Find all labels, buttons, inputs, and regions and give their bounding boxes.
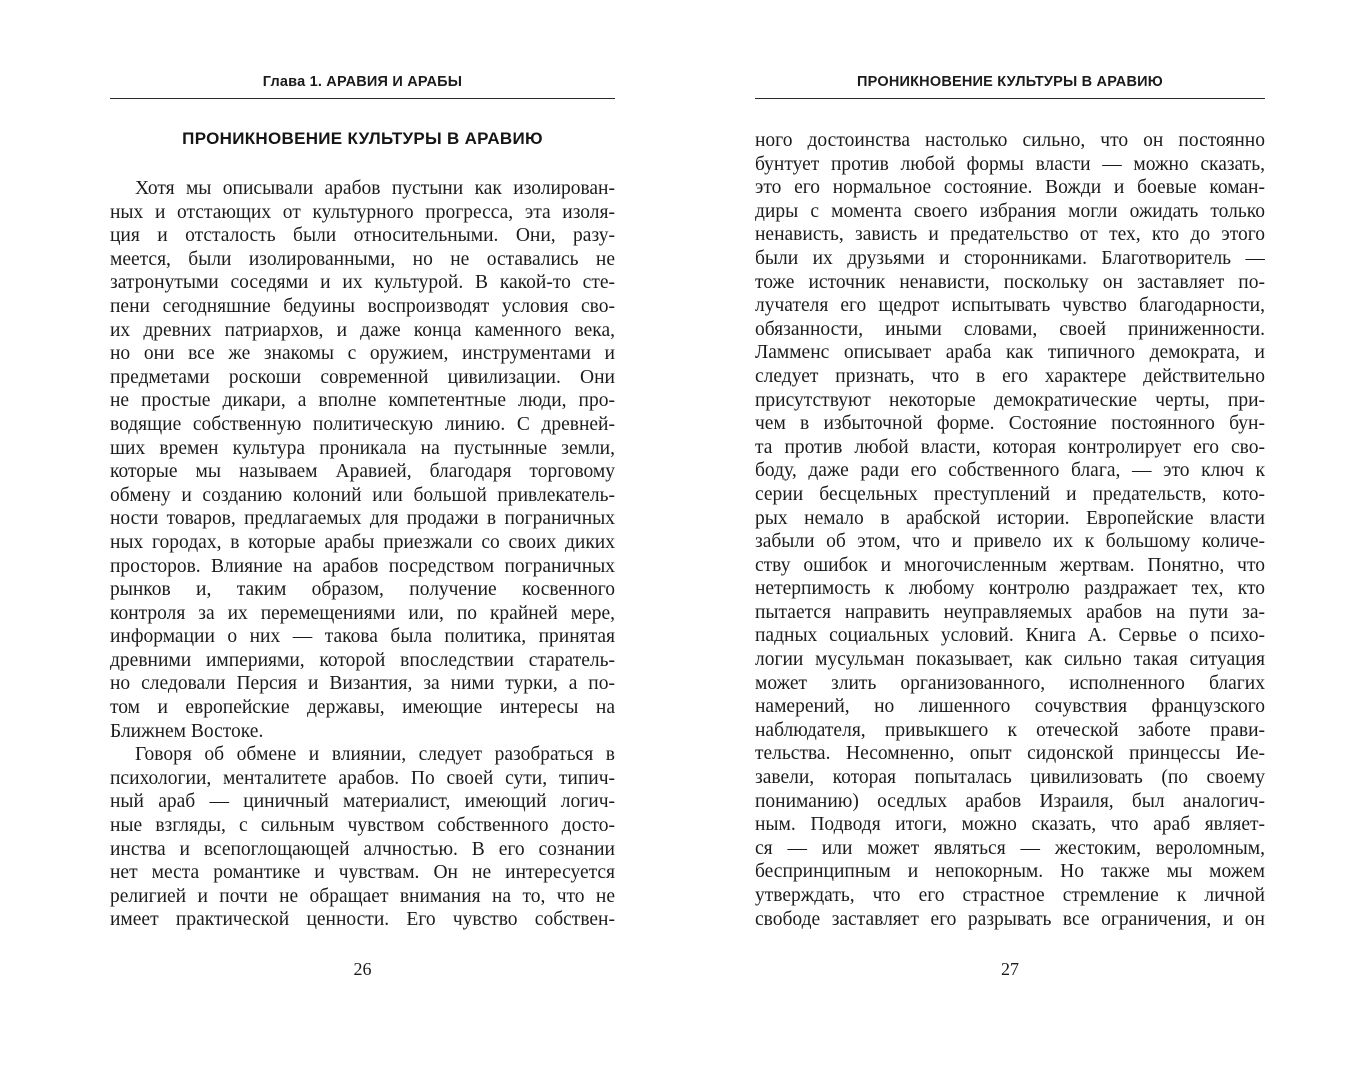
text-line: нетерпимость к любому контролю раздражает тех, кто: [755, 578, 1265, 600]
text-line: просторов. Влияние на арабов посредством пограничных: [110, 555, 615, 577]
page-number: 26: [353, 959, 372, 979]
text-line: ция и отсталость были относительными. Они, разу-: [110, 225, 615, 247]
text-line: та против любой власти, которая контролирует его сво-: [755, 436, 1265, 458]
text-line: контроля за их перемещениями или, по крайней мере,: [110, 602, 615, 624]
section-heading: ПРОНИКНОВЕНИЕ КУЛЬТУРЫ В АРАВИЮ: [182, 129, 543, 148]
text-line: инства и всепоглощающей алчностью. В его сознании: [110, 838, 615, 860]
text-line: падных социальных условий. Книга А. Сервье о психо-: [755, 625, 1265, 647]
text-line: ных и отстающих от культурного прогресса, эта изоля-: [110, 201, 615, 223]
text-line: может злить организованного, исполненного благих: [755, 672, 1265, 694]
text-line: но они все же знакомы с оружием, инструментами и: [110, 343, 615, 365]
text-line: но следовали Персия и Византия, за ними турки, а по-: [110, 673, 615, 695]
text-line: Ближнем Востоке.: [110, 720, 264, 742]
text-line: ших времен культура проникала на пустынные земли,: [110, 437, 615, 459]
text-line: ные взгляды, с сильным чувством собственного досто-: [110, 815, 615, 837]
text-line: ных городах, в которые арабы приезжали со своих диких: [110, 531, 615, 553]
text-line: Ламменс описывает араба как типичного демократа, и: [755, 342, 1265, 364]
text-line: утверждать, что его страстное стремление к личной: [755, 885, 1265, 906]
text-line: затронутыми соседями и их культурой. В какой-то сте-: [110, 272, 615, 294]
text-line: водящие собственную политическую линию. С древней-: [110, 413, 615, 435]
text-line: пониманию) оседлых арабов Израиля, был аналогич-: [755, 790, 1265, 812]
text-line: Говоря об обмене и влиянии, следует разобраться в: [135, 744, 615, 766]
text-line: лучателя его щедрот испытывать чувство благодарности,: [755, 295, 1265, 317]
text-line: свободе заставляет его разрывать все ограничения, и он: [755, 908, 1265, 930]
text-line: нет места романтике и чувствам. Он не интересуется: [110, 862, 615, 884]
left-page: [110, 0, 615, 1080]
text-line: бунтует против любой формы власти — можно сказать,: [755, 153, 1265, 175]
text-line: древними империями, которой впоследствии старатель-: [110, 649, 615, 671]
text-line: психологии, менталитете арабов. По своей сути, типич-: [110, 767, 615, 789]
text-line: которые мы называем Аравией, благодаря торговому: [110, 461, 615, 483]
body-text: [755, 129, 1265, 931]
text-line: ности товаров, предлагаемых для продажи в пограничных: [110, 508, 615, 530]
text-line: обязанности, иными словами, своей приниженности.: [755, 318, 1265, 340]
text-line: имеет практической ценности. Его чувство собствен-: [110, 909, 615, 931]
text-line: забыли об этом, что и привело их к большому количе-: [755, 531, 1265, 553]
text-line: боду, даже ради его собственного блага, — это ключ к: [755, 460, 1265, 482]
text-line: следует признать, что в его характере действительно: [755, 365, 1265, 387]
text-line: религией и почти не обращает внимания на то, что не: [110, 885, 615, 907]
text-line: чем в избыточной форме. Состояние постоянного бун-: [755, 413, 1265, 435]
text-line: ный араб — циничный материалист, имеющий логич-: [110, 791, 615, 813]
text-line: меется, были изолированными, но не оставались не: [110, 248, 615, 270]
running-head: ПРОНИКНОВЕНИЕ КУЛЬТУРЫ В АРАВИЮ: [857, 74, 1163, 90]
text-line: ненависть, зависть и предательство от тех, кто до этого: [755, 224, 1265, 246]
text-line: наблюдателя, привыкшего к отеческой заботе прави-: [755, 719, 1265, 741]
right-page: [755, 0, 1265, 1080]
running-head: Глава 1. АРАВИЯ И АРАБЫ: [262, 74, 463, 90]
text-line: обмену и созданию колоний или большой привлекатель-: [110, 484, 615, 506]
text-line: пени сегодняшние бедуины воспроизводят условия сво-: [110, 295, 615, 317]
text-line: ству ошибок и многочисленным жертвам. Понятно, что: [755, 554, 1265, 576]
text-line: намерений, но лишенного сочувствия французского: [755, 696, 1265, 718]
text-line: тельства. Несомненно, опыт сидонской принцессы Ие-: [755, 743, 1265, 765]
text-line: рынков и, таким образом, получение косвенного: [110, 579, 615, 601]
text-line: том и европейские державы, имеющие интересы на: [110, 697, 615, 719]
header-rule: [110, 98, 615, 99]
text-line: диры с момента своего избрания могли ожидать только: [755, 200, 1265, 222]
header-rule: [755, 98, 1265, 99]
body-text: [110, 177, 615, 932]
text-line: их древних патриархов, и даже конца каменного века,: [110, 319, 615, 341]
text-line: информации о них — такова была политика, принятая: [110, 626, 615, 648]
text-line: рых немало в арабской истории. Европейские власти: [755, 507, 1265, 529]
text-line: логии мусульман показывает, как сильно такая ситуация: [755, 649, 1265, 671]
text-line: не простые дикари, а вполне компетентные люди, про-: [110, 390, 615, 412]
text-line: это его нормальное состояние. Вожди и боевые коман-: [755, 177, 1265, 199]
text-line: ного достоинства настолько сильно, что он постоянно: [755, 130, 1265, 151]
page-number: 27: [1001, 959, 1019, 979]
text-line: пытается направить неуправляемых арабов на пути за-: [755, 601, 1265, 623]
text-line: ным. Подводя итоги, можно сказать, что араб являет-: [755, 814, 1265, 836]
text-line: предметами роскоши современной цивилизации. Они: [110, 366, 615, 388]
text-line: Хотя мы описывали арабов пустыни как изолирован-: [135, 178, 615, 199]
text-line: ся — или может являться — жестоким, вероломным,: [755, 837, 1265, 859]
text-line: завели, которая попыталась цивилизовать (по своему: [755, 767, 1265, 789]
text-line: беспринципным и непокорным. Но также мы можем: [755, 861, 1265, 883]
text-line: серии бесцельных преступлений и предательств, кото-: [755, 483, 1265, 505]
text-line: тоже источник ненависти, поскольку он заставляет по-: [755, 271, 1265, 293]
text-line: были их друзьями и сторонниками. Благотворитель —: [755, 247, 1265, 269]
text-line: присутствуют некоторые демократические черты, при-: [755, 389, 1265, 411]
